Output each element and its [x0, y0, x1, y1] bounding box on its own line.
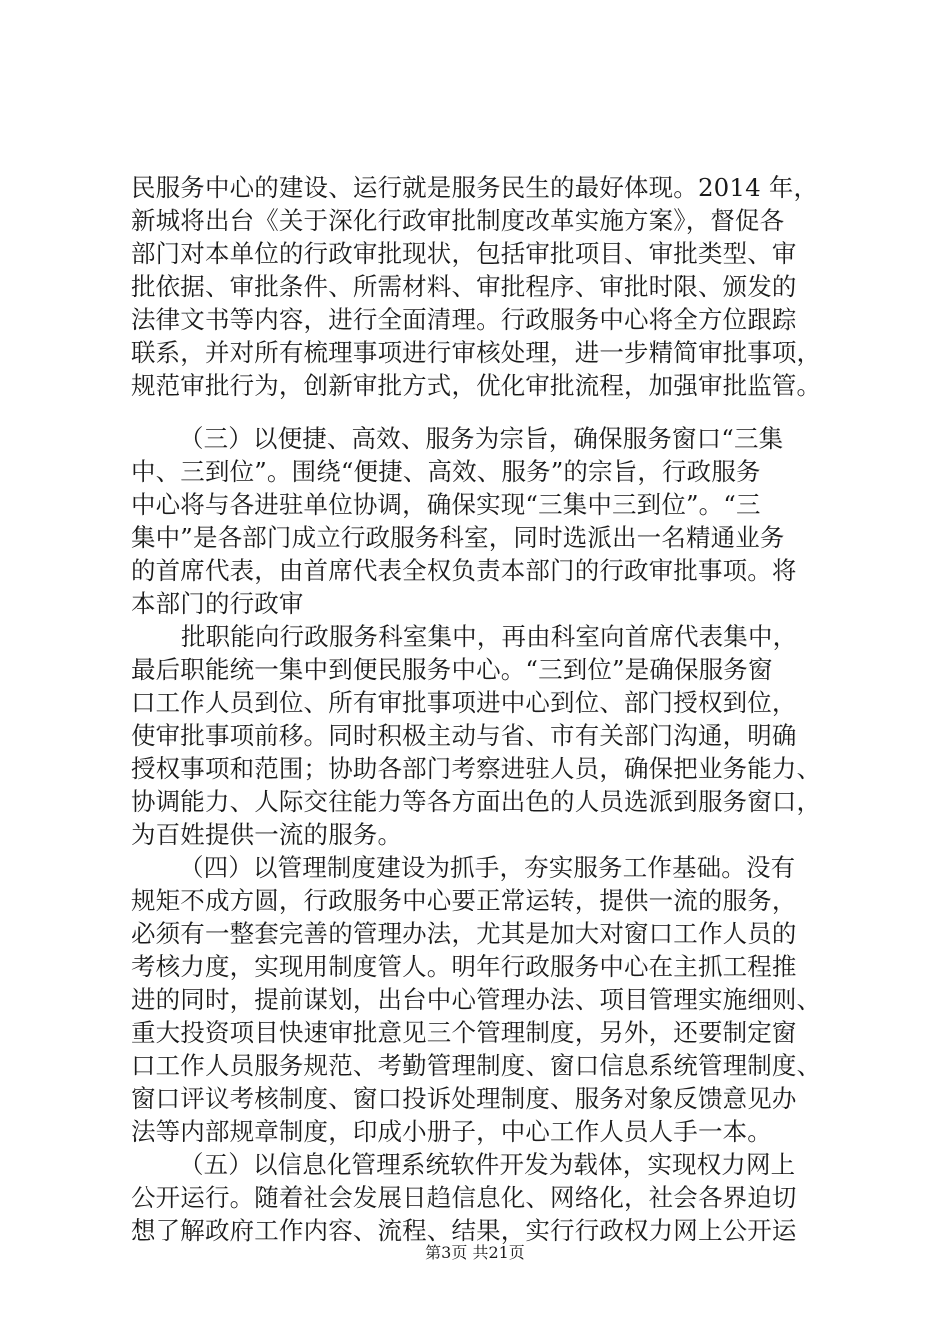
text-line: 法律文书等内容，进行全面清理。行政服务中心将全方位跟踪 — [131, 305, 797, 334]
paragraph-continuation — [131, 171, 851, 402]
section-3-continued-line: 批职能向行政服务科室集中，再由科室向首席代表集中， — [181, 622, 798, 651]
text-line: 最后职能统一集中到便民服务中心。“三到位”是确保服务窗 — [131, 655, 773, 684]
text-line: 新城将出台《关于深化行政审批制度改革实施方案》，督促各 — [131, 206, 785, 235]
text-line: 的首席代表，由首席代表全权负责本部门的行政审批事项。将 — [131, 556, 797, 585]
text-line: 联系，并对所有梳理事项进行审核处理，进一步精简审批事项， — [131, 338, 822, 367]
text-line: 批依据、审批条件、所需材料、审批程序、审批时限、颁发的 — [131, 272, 797, 301]
text-line: 使审批事项前移。同时积极主动与省、市有关部门沟通，明确 — [131, 721, 797, 750]
text-line: 授权事项和范围；协助各部门考察进驻人员，确保把业务能力、 — [131, 754, 822, 783]
text-line: 想了解政府工作内容、流程、结果，实行行政权力网上公开运 — [131, 1216, 797, 1245]
text-line: 规范审批行为，创新审批方式，优化审批流程，加强审批监管。 — [131, 371, 822, 400]
text-line: 重大投资项目快速审批意见三个管理制度，另外，还要制定窗 — [131, 1018, 797, 1047]
text-line: 法等内部规章制度，印成小册子，中心工作人员人手一本。 — [131, 1117, 772, 1146]
text-line: 必须有一整套完善的管理办法，尤其是加大对窗口工作人员的 — [131, 919, 797, 948]
text-line: 集中”是各部门成立行政服务科室，同时选派出一名精通业务 — [131, 523, 785, 552]
section-3-heading-line: （三）以便捷、高效、服务为宗旨，确保服务窗口“三集 — [179, 424, 784, 453]
text-line: 考核力度，实现用制度管人。明年行政服务中心在主抓工程推 — [131, 952, 797, 981]
text-line: 中心将与各进驻单位协调，确保实现“三集中三到位”。“三 — [131, 490, 761, 519]
text-line: 口工作人员服务规范、考勤管理制度、窗口信息系统管理制度、 — [131, 1051, 822, 1080]
text-line: 中、三到位”。围绕“便捷、高效、服务”的宗旨，行政服务 — [131, 457, 761, 486]
section-5-heading-line: （五）以信息化管理系统软件开发为载体，实现权力网上 — [179, 1150, 796, 1179]
text-line: 窗口评议考核制度、窗口投诉处理制度、服务对象反馈意见办 — [131, 1084, 797, 1113]
text-line: 进的同时，提前谋划，出台中心管理办法、项目管理实施细则、 — [131, 985, 822, 1014]
page-footer: 第3页 共21页 — [425, 1243, 525, 1262]
section-4-heading-line: （四）以管理制度建设为抓手，夯实服务工作基础。没有 — [179, 853, 796, 882]
text-line: 协调能力、人际交往能力等各方面出色的人员选派到服务窗口， — [131, 787, 822, 816]
text-line: 公开运行。随着社会发展日趋信息化、网络化，社会各界迫切 — [131, 1183, 797, 1212]
text-line: 本部门的行政审 — [131, 589, 304, 618]
text-line: 规矩不成方圆，行政服务中心要正常运转，提供一流的服务， — [131, 886, 797, 915]
text-line: 部门对本单位的行政审批现状，包括审批项目、审批类型、审 — [131, 239, 797, 268]
text-line: 民服务中心的建设、运行就是服务民生的最好体现。2014 年， — [131, 173, 819, 202]
text-line: 口工作人员到位、所有审批事项进中心到位、部门授权到位， — [131, 688, 797, 717]
main-sections — [131, 422, 851, 1247]
text-line: 为百姓提供一流的服务。 — [131, 820, 403, 849]
